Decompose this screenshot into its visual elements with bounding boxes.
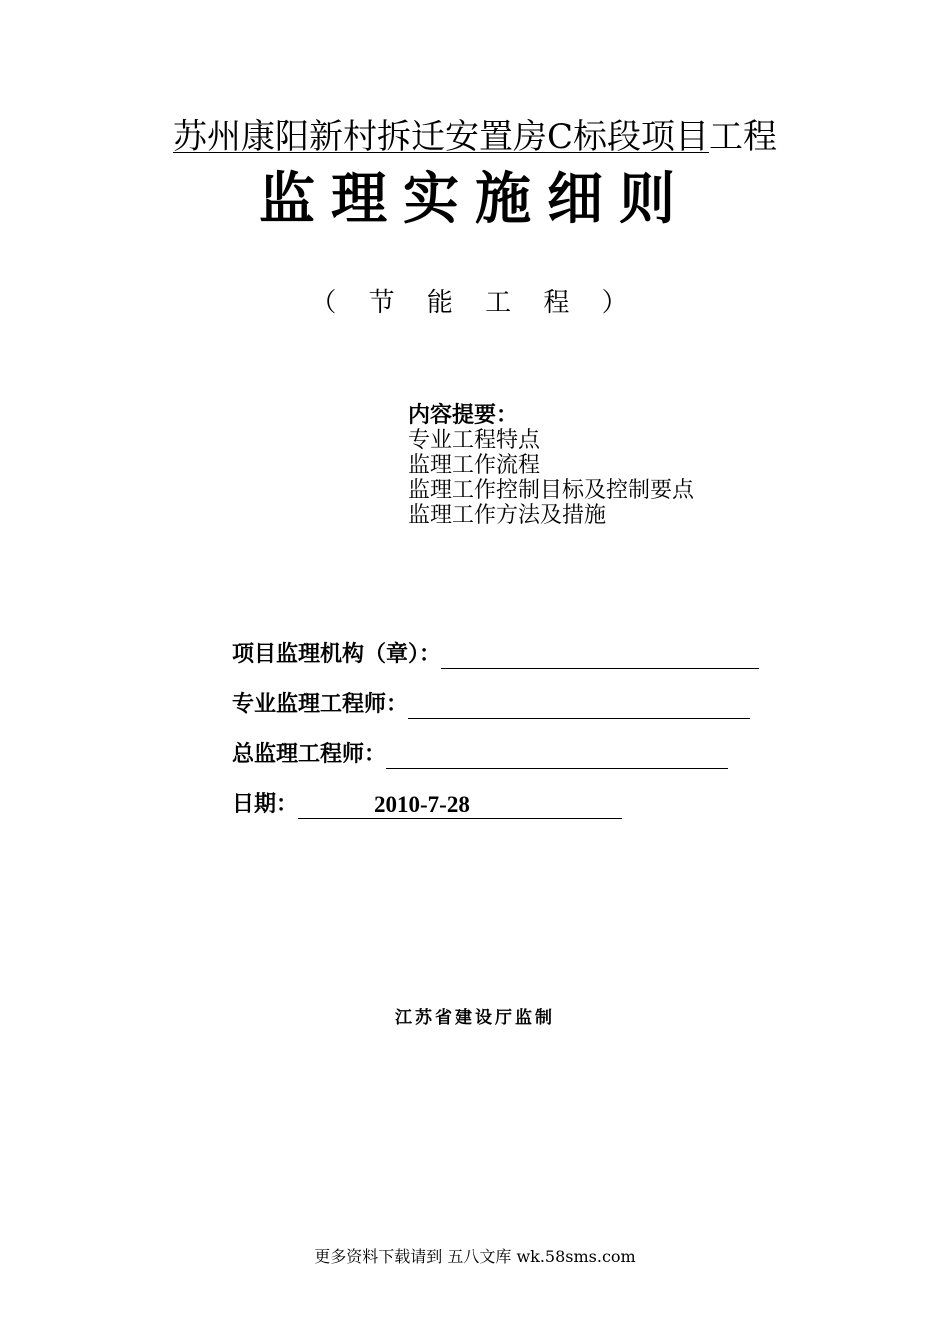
document-title: 监理实施细则 — [259, 167, 691, 232]
summary-item: 监理工作流程 — [408, 453, 541, 478]
document-subtitle: （ 节 能 工 程 ） — [310, 288, 640, 318]
engineer-label: 专业监理工程师： — [232, 692, 409, 717]
date-label: 日期： — [232, 792, 299, 817]
project-name-suffix: 工程 — [709, 117, 777, 157]
org-label: 项目监理机构（章）： — [232, 642, 442, 667]
summary-item: 专业工程特点 — [408, 428, 541, 453]
org-signature-line[interactable] — [441, 640, 759, 669]
project-name: 苏州康阳新村拆迁安置房C标段项目 — [172, 117, 709, 157]
content-summary — [408, 403, 694, 528]
date-value: 2010-7-28 — [374, 792, 470, 817]
summary-heading: 内容提要： — [408, 403, 519, 428]
date-field — [232, 790, 622, 820]
chief-field — [232, 740, 728, 770]
chief-signature-line[interactable] — [386, 740, 728, 769]
chief-label: 总监理工程师： — [232, 742, 387, 767]
org-field — [232, 640, 759, 670]
engineer-field — [232, 690, 750, 720]
summary-item: 监理工作控制目标及控制要点 — [408, 478, 695, 503]
issuer-note: 江苏省建设厅监制 — [395, 1008, 555, 1028]
engineer-signature-line[interactable] — [408, 690, 750, 719]
project-title — [0, 112, 950, 162]
date-line[interactable] — [298, 790, 622, 819]
footer-note: 更多资料下载请到 五八文库 wk.58sms.com — [314, 1247, 636, 1266]
summary-item: 监理工作方法及措施 — [408, 503, 607, 528]
